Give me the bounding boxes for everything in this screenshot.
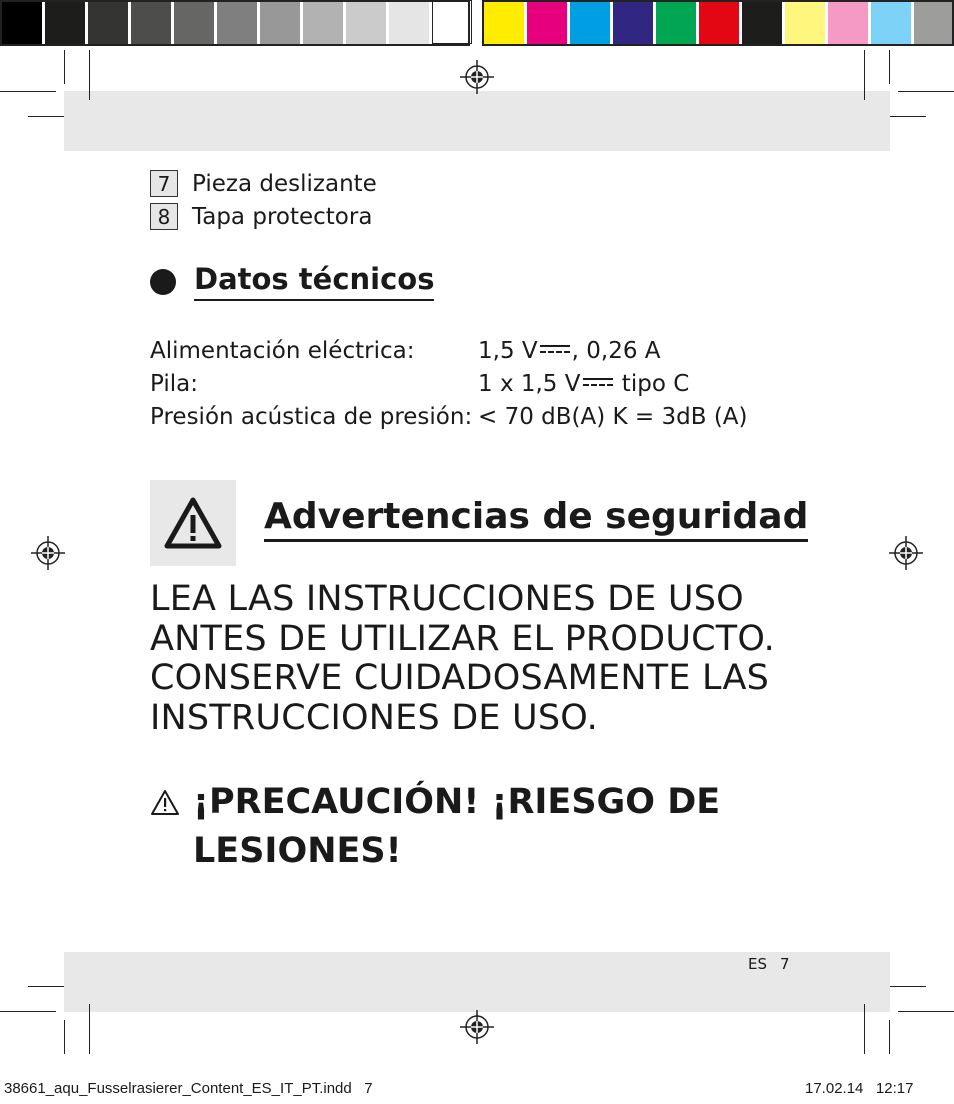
crop-mark (898, 91, 954, 92)
caution-line: ¡PRECAUCIÓN! ¡RIESGO DE (193, 782, 721, 822)
instruction-line: ANTES DE UTILIZAR EL PRODUCTO. (150, 618, 776, 659)
part-number-box: 8 (150, 203, 178, 230)
spec-value-part: 1 x 1,5 V (478, 371, 581, 397)
page-number: 7 (780, 955, 790, 973)
color-swatch (527, 0, 567, 44)
color-swatch (656, 0, 696, 44)
file-slug: 38661_aqu_Fusselrasierer_Content_ES_IT_PT.indd 7 (4, 1080, 373, 1097)
crop-mark (890, 116, 926, 117)
dc-symbol-icon (540, 344, 570, 354)
date-time-slug: 17.02.14 12:17 (805, 1080, 914, 1097)
bullet-icon (150, 269, 176, 295)
crop-mark (0, 91, 56, 92)
color-swatch (570, 0, 610, 44)
crop-mark (89, 1004, 90, 1054)
header-band (64, 91, 890, 151)
registration-mark-icon (460, 60, 494, 94)
crop-mark (890, 986, 926, 987)
crop-mark (89, 50, 90, 100)
color-swatch (828, 0, 868, 44)
color-swatch (303, 0, 343, 44)
crop-mark (898, 1011, 954, 1012)
color-swatch (260, 0, 300, 44)
spec-row (150, 404, 790, 430)
color-swatch (613, 0, 653, 44)
color-swatch (742, 0, 782, 44)
spec-label: Pila: (150, 371, 198, 397)
crop-mark (889, 50, 890, 84)
part-label: Tapa protectora (192, 203, 373, 230)
instruction-line: INSTRUCCIONES DE USO. (150, 697, 598, 738)
color-swatch (484, 0, 524, 44)
tech-section-heading (150, 262, 434, 301)
color-swatch (131, 0, 171, 44)
crop-mark (64, 1020, 65, 1054)
spec-label: Alimentación eléctrica: (150, 338, 415, 364)
color-swatch (174, 0, 214, 44)
instruction-line: LEA LAS INSTRUCCIONES DE USO (150, 579, 744, 619)
color-swatch (389, 0, 429, 44)
color-swatch (699, 0, 739, 44)
spec-value (478, 338, 661, 364)
instruction-line: CONSERVE CUIDADOSAMENTE LAS (150, 658, 770, 698)
caution-triangle-icon (150, 789, 180, 816)
part-label: Pieza deslizante (192, 170, 377, 197)
spec-value: < 70 dB(A) K = 3dB (A) (478, 404, 748, 430)
crop-mark (28, 986, 64, 987)
caution-line: LESIONES! (193, 831, 402, 871)
spec-value-part: 1,5 V (478, 338, 538, 364)
language-code: ES (748, 955, 767, 973)
gray-color-bar (2, 0, 472, 44)
crop-mark (889, 1020, 890, 1054)
crop-mark (864, 50, 865, 100)
color-swatch (217, 0, 257, 44)
color-swatch (432, 0, 472, 44)
registration-mark-icon (460, 1010, 494, 1044)
color-swatch (785, 0, 825, 44)
warning-triangle-icon (163, 496, 223, 550)
caution-heading (193, 778, 720, 876)
color-swatch (45, 0, 85, 44)
registration-mark-icon (31, 536, 65, 570)
color-swatch (88, 0, 128, 44)
process-color-bar (484, 0, 954, 44)
crop-mark (0, 1011, 56, 1012)
list-item (150, 203, 372, 230)
spec-value (478, 371, 689, 397)
crop-mark (28, 116, 64, 117)
spec-row (150, 371, 790, 397)
section-title: Datos técnicos (194, 262, 434, 301)
spec-label: Presión acústica de presión: (150, 404, 473, 430)
part-number-box: 7 (150, 170, 178, 197)
list-item (150, 170, 377, 197)
spec-value-part: , 0,26 A (571, 338, 661, 364)
color-swatch (871, 0, 911, 44)
dc-symbol-icon (583, 377, 613, 387)
crop-mark (864, 1004, 865, 1054)
warning-box (150, 480, 236, 566)
spec-row (150, 338, 790, 364)
spec-value-part: tipo C (614, 371, 690, 397)
color-swatch (2, 0, 42, 44)
color-swatch (914, 0, 954, 44)
crop-mark (64, 50, 65, 84)
color-swatch (346, 0, 386, 44)
safety-title: Advertencias de seguridad (264, 496, 808, 542)
registration-mark-icon (889, 536, 923, 570)
instructions-block (150, 580, 775, 738)
